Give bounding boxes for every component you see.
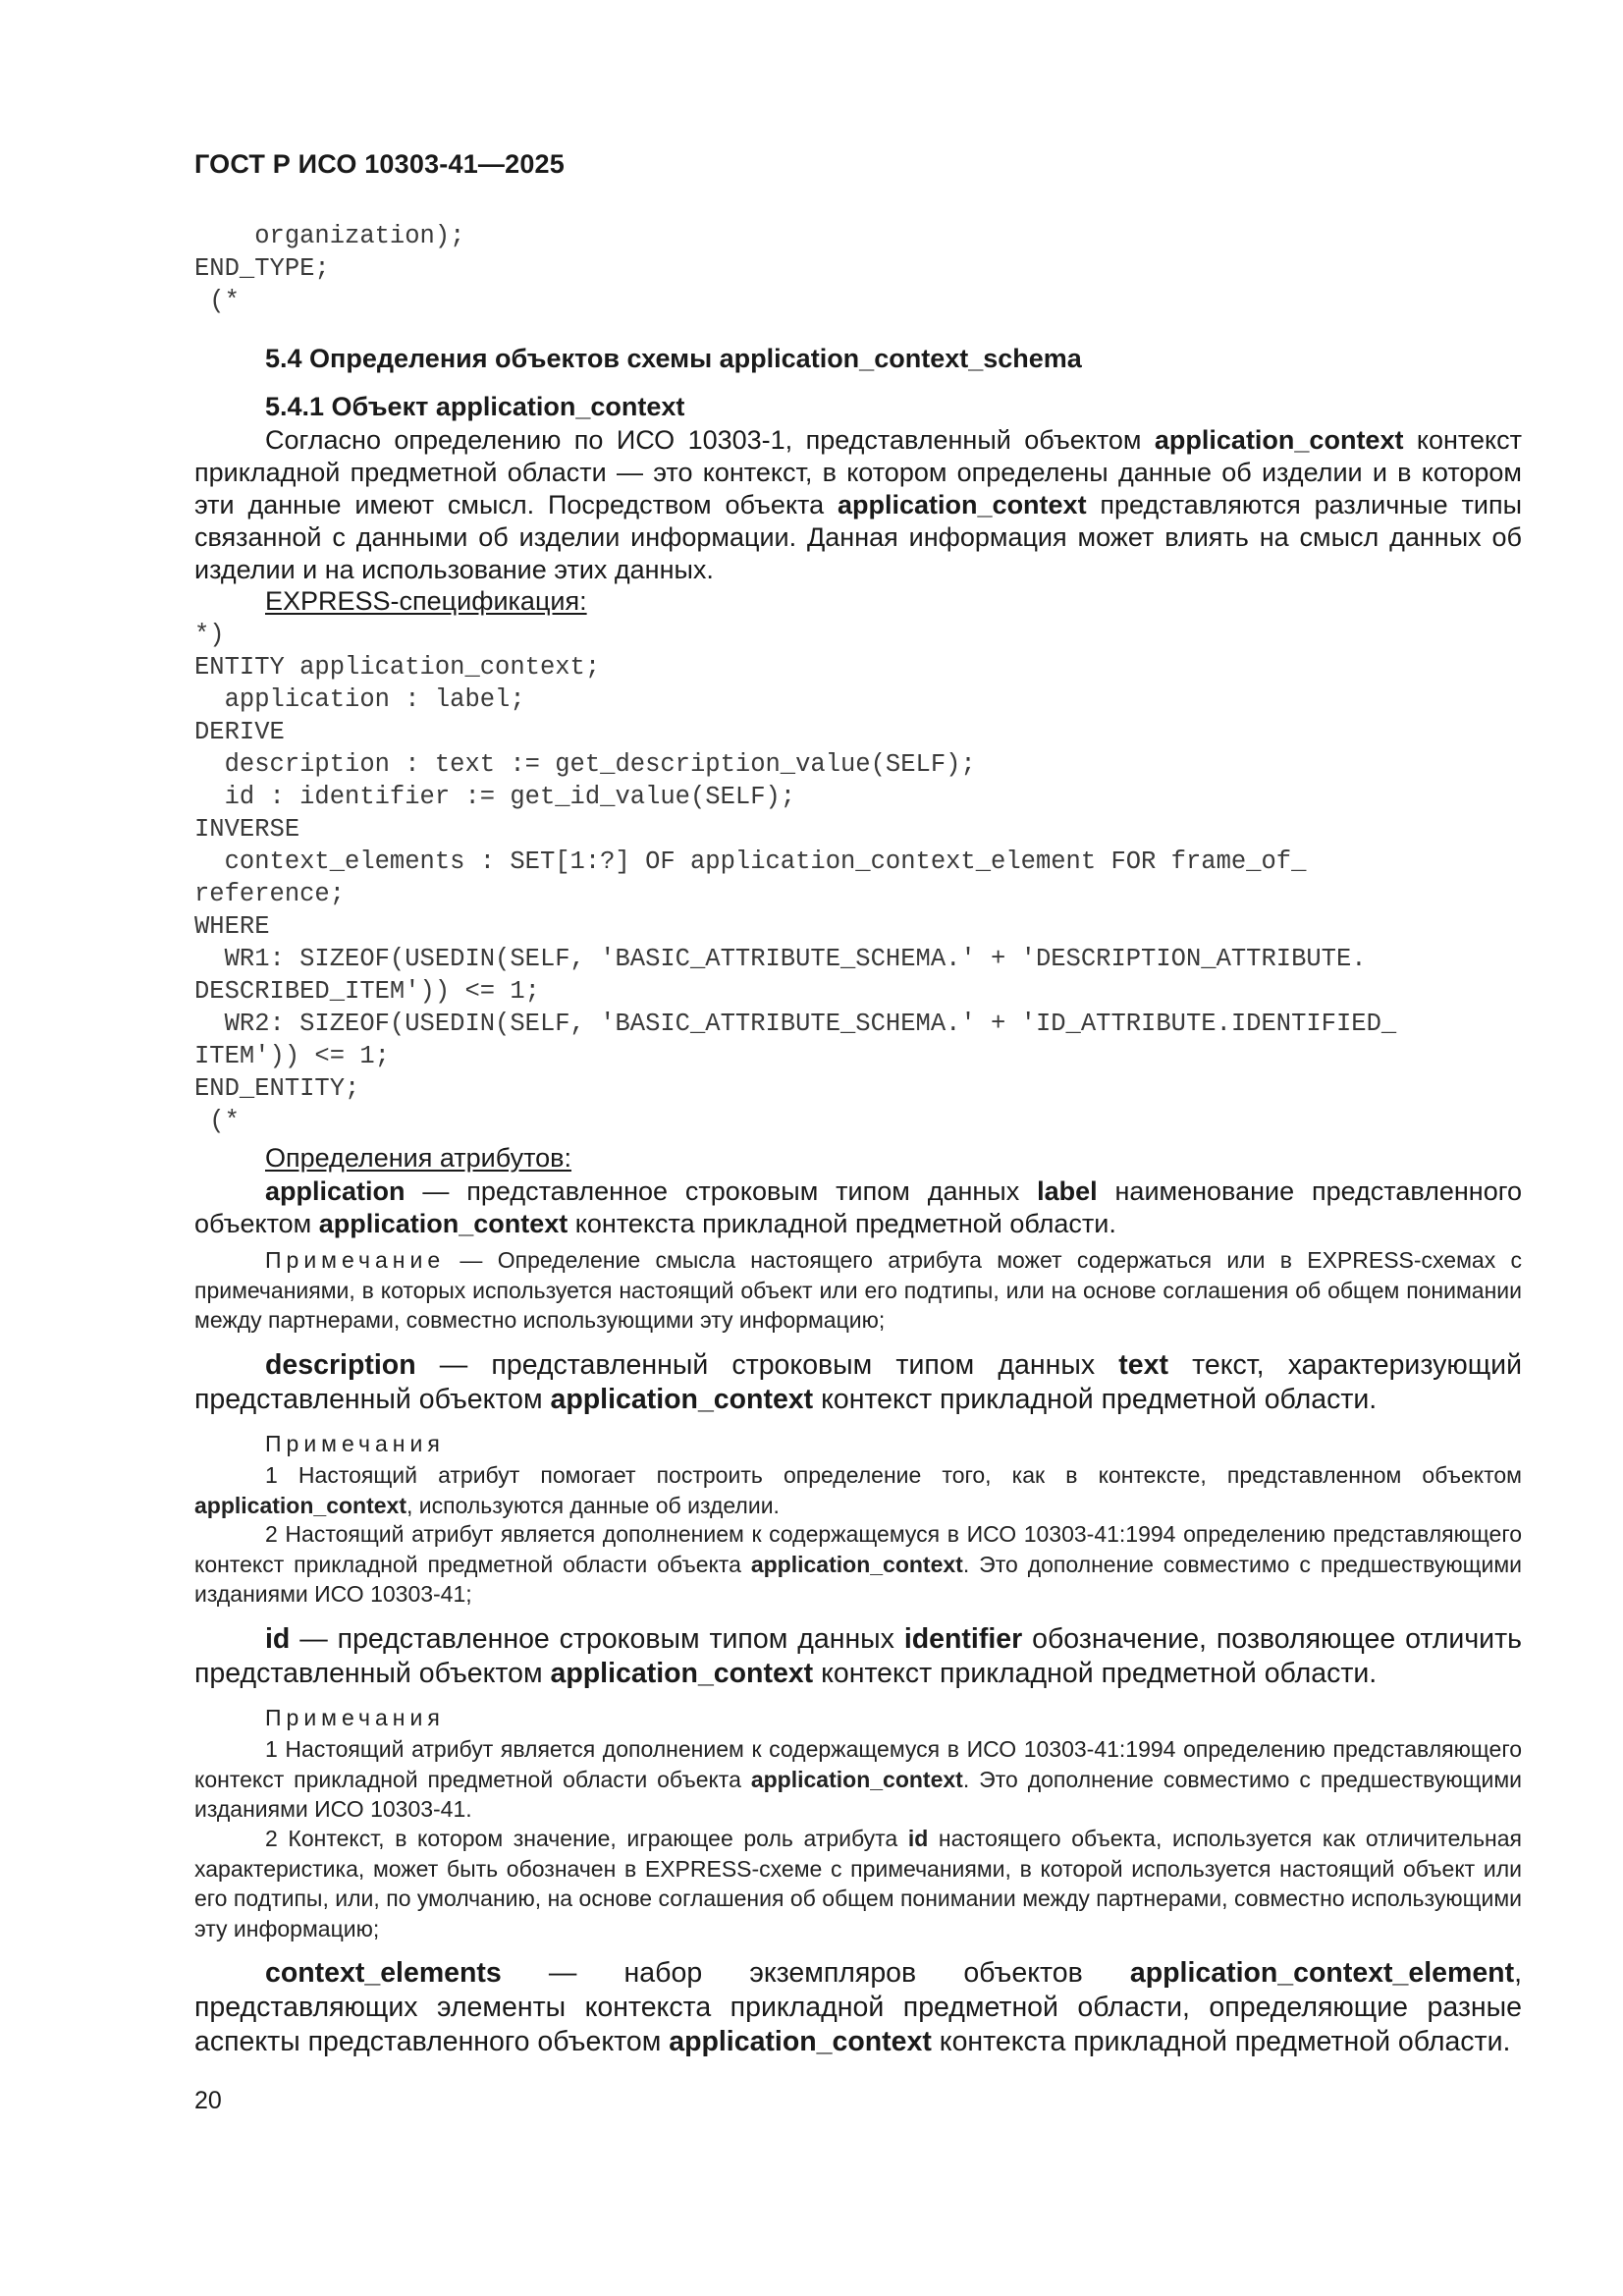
attribute-definitions-label: Определения атрибутов: <box>265 1143 572 1173</box>
express-specification-label: EXPRESS-спецификация: <box>265 586 587 616</box>
code-block-top: organization); END_TYPE; (* <box>194 222 465 315</box>
note-application: Примечание — Определение смысла настоящего атрибута может содержаться или в EXPRESS-схемах с примечаниями, в которых используется настоящий объект или его подтипы, или на основе соглашения об общем понимании между партнерами, совместно использующими эту информацию; <box>194 1247 1522 1333</box>
attribute-id: id — представленное строковым типом данных identifier обозначение, позволяющее отличить представленный объектом application_context контекст прикладной предметной области. <box>194 1623 1522 1689</box>
document-header: ГОСТ Р ИСО 10303-41—2025 <box>194 149 565 179</box>
attribute-description: description — представленный строковым типом данных text текст, характеризующий представленный объектом application_context контекст прикладной предметной области. <box>194 1349 1523 1415</box>
section-heading: 5.4 Определения объектов схемы application_context_schema <box>265 344 1082 373</box>
note-id-2: 2 Контекст, в котором значение, играющее роль атрибута id настоящего объекта, используется как отличительная характеристика, может быть обозначен в EXPRESS-схеме с примечаниями, в которой используется настоящий объект или его подтипы, или, по умолчанию, на основе соглашения об общем понимании между партнерами, совместно использующими эту информацию; <box>194 1826 1523 1941</box>
notes-heading-id: Примечания <box>265 1705 445 1730</box>
note-description-2: 2 Настоящий атрибут является дополнением к содержащемуся в ИСО 10303-41:1994 определению представляющего контекст прикладной предметной области объекта application_context. Это дополнение совместимо с предшествующими изданиями ИСО 10303-41; <box>194 1521 1523 1607</box>
attribute-application: application — представленное строковым типом данных label наименование представленного объектом application_context контекста прикладной предметной области. <box>194 1176 1522 1238</box>
express-code-block: *) ENTITY application_context; application : label; DERIVE description : text := get_description_value(SELF); id : identifier := get_id_value(SELF); INVERSE context_elements : SET[1:?] OF application_context_element FOR frame_of_ reference; WHERE WR1: SIZEOF(USEDIN(SELF, 'BASIC_ATTRIBUTE_SCHEMA.' + 'DESCRIPTION_ATTRIBUTE. DESCRIBED_ITEM')) <= 1; WR2: SIZEOF(USEDIN(SELF, 'BASIC_ATTRIBUTE_SCHEMA.' + 'ID_ATTRIBUTE.IDENTIFIED_ ITEM')) <= 1; END_ENTITY; (* <box>194 621 1397 1135</box>
notes-heading-description: Примечания <box>265 1431 445 1456</box>
attribute-context-elements: context_elements — набор экземпляров объектов application_context_element, представляющих элементы контекста прикладной предметной области, определяющие разные аспекты представленного объектом application_context контекста прикладной предметной области. <box>194 1957 1522 2057</box>
intro-paragraph: Согласно определению по ИСО 10303-1, представленный объектом application_context контекст прикладной предметной области — это контекст, в котором определены данные об изделии и в котором эти данные имеют смысл. Посредством объекта application_context представляются различные типы связанной с данными об изделии информации. Данная информация может влиять на смысл данных об изделии и на использование этих данных. <box>194 425 1522 584</box>
page-number: 20 <box>194 2087 222 2114</box>
note-description-1: 1 Настоящий атрибут помогает построить определение того, как в контексте, представленном объектом application_context, используются данные об изделии. <box>194 1462 1522 1518</box>
subsection-heading: 5.4.1 Объект application_context <box>265 392 685 421</box>
note-id-1: 1 Настоящий атрибут является дополнением к содержащемуся в ИСО 10303-41:1994 определению представляющего контекст прикладной предметной области объекта application_context. Это дополнение совместимо с предшествующими изданиями ИСО 10303-41. <box>194 1736 1523 1822</box>
